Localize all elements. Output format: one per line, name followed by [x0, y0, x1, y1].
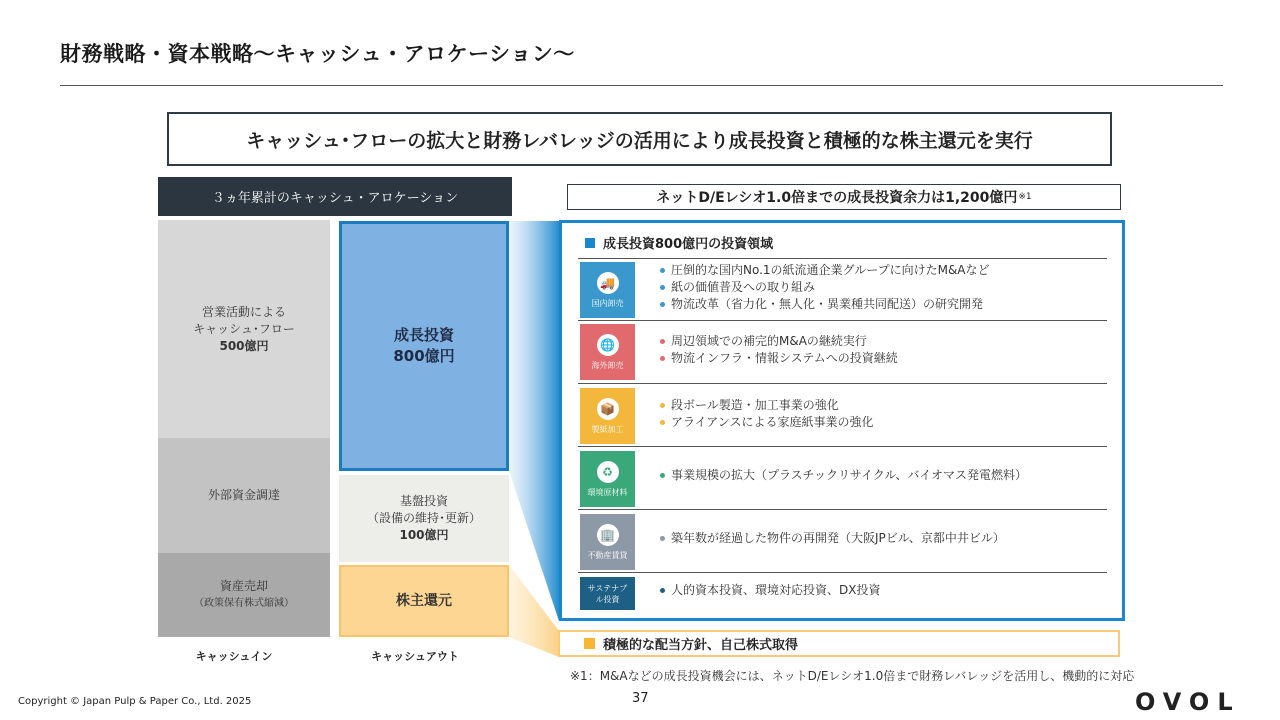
connector-graphics [509, 220, 561, 660]
list-item: 事業規模の拡大（プラスチックリサイクル、バイオマス発電燃料） [660, 467, 1027, 484]
growth-investment-label: 成長投資 [393, 326, 454, 344]
headline-text: キャッシュ･フローの拡大と財務レバレッジの活用により成長投資と積極的な株主還元を実行 [246, 129, 1033, 152]
operating-cf-line-1: 営業活動による [201, 304, 286, 319]
shareholder-return-text: 積極的な配当方針、自己株式取得 [603, 638, 799, 653]
asset-sales-sub: （政策保有株式縮減） [194, 598, 294, 609]
shareholder-return-label: 株主還元 [396, 592, 452, 609]
external-financing-label: 外部資金調達 [207, 488, 280, 502]
footnote: ※1：M&Aなどの成長投資機会には、ネットD/Eレシオ1.0倍まで財務レバレッジを活用し、機動的に対応 [570, 669, 1135, 683]
list-item: 築年数が経過した物件の再開発（大阪JPビル、京都中井ビル） [660, 530, 1005, 547]
list-item: 人的資本投資、環境対応投資、DX投資 [660, 582, 880, 599]
row-divider [578, 383, 1107, 384]
list-item: 圧倒的な国内No.1の紙流通企業グループに向けたM&Aなど [660, 262, 990, 279]
capacity-text: ネットD/Eレシオ1.0倍までの成長投資余力は1,200億円 [656, 190, 1018, 206]
truck-icon: 🚚 [597, 272, 619, 294]
globe-icon: 🌐 [597, 334, 619, 356]
real-estate-bullets [660, 530, 1005, 547]
overseas-wholesale-tile [580, 324, 635, 380]
growth-connector [509, 221, 559, 621]
domestic-wholesale-label: 国内卸売 [591, 298, 624, 308]
domestic-wholesale-bullets [660, 262, 990, 313]
base-investment-label: 基盤投資 [399, 494, 448, 508]
cash-in-operating-cf [158, 220, 330, 438]
list-item: 段ボール製造・加工事業の強化 [660, 397, 873, 414]
capacity-box [567, 184, 1121, 210]
copyright: Copyright © Japan Pulp & Paper Co., Ltd. 2025 [18, 696, 252, 707]
growth-areas-heading-text: 成長投資800億円の投資領域 [603, 237, 774, 252]
base-investment-amount: 100億円 [399, 528, 449, 542]
sustainable-investment-bullets [660, 582, 880, 599]
title-divider [60, 85, 1223, 86]
row-divider [578, 446, 1107, 447]
square-bullet-icon [585, 238, 595, 248]
list-item: 周辺領域での補完的M&Aの継続実行 [660, 333, 898, 350]
page-title: 財務戦略・資本戦略〜キャッシュ・アロケーション〜 [60, 42, 575, 66]
growth-areas-heading [585, 233, 773, 252]
overseas-wholesale-bullets [660, 333, 898, 367]
row-divider [578, 258, 1107, 259]
paper-processing-label: 製紙加工 [591, 424, 624, 434]
environmental-materials-label: 環境原材料 [587, 487, 628, 497]
company-logo: OVOL [1135, 688, 1241, 716]
cash-out-shareholder-return [339, 565, 509, 637]
list-item: 物流インフラ・情報システムへの投資継続 [660, 350, 898, 367]
growth-investment-amount: 800億円 [393, 347, 455, 365]
row-divider [578, 320, 1107, 321]
overseas-wholesale-label: 海外卸売 [591, 360, 624, 370]
sustainable-investment-label: サステナブル投資 [587, 583, 628, 604]
building-icon: 🏢 [597, 524, 619, 546]
base-investment-sub: （設備の維持･更新） [366, 511, 481, 525]
paper-processing-bullets [660, 397, 873, 431]
paper-processing-tile [580, 388, 635, 444]
sustainable-investment-tile [580, 577, 635, 610]
asset-sales-label: 資産売却 [219, 579, 268, 593]
list-item: 物流改革（省力化・無人化・異業種共同配送）の研究開発 [660, 296, 990, 313]
page-number: 37 [632, 691, 649, 706]
cash-out-base-investment [339, 475, 509, 562]
cash-in-column-label: キャッシュイン [195, 650, 273, 663]
list-item: 紙の価値普及への取り組み [660, 279, 990, 296]
square-bullet-icon [584, 638, 595, 649]
cash-in-external-financing [158, 438, 330, 553]
recycle-icon: ♻ [597, 461, 619, 483]
headline-box [167, 112, 1112, 166]
operating-cf-amount: 500億円 [219, 338, 269, 353]
environmental-materials-tile [580, 451, 635, 507]
box-icon: 📦 [597, 398, 619, 420]
row-divider [578, 509, 1107, 510]
real-estate-label: 不動産賃貸 [587, 550, 628, 560]
cash-out-growth-investment [339, 221, 509, 471]
capacity-note-mark: ※1 [1018, 192, 1032, 202]
environmental-materials-bullets [660, 467, 1027, 484]
list-item: アライアンスによる家庭紙事業の強化 [660, 414, 873, 431]
allocation-label: ３ヵ年累計のキャッシュ・アロケーション [158, 177, 512, 216]
shareholder-return-box [558, 630, 1120, 657]
domestic-wholesale-tile [580, 262, 635, 318]
row-divider [578, 572, 1107, 573]
cash-in-asset-sales [158, 553, 330, 637]
operating-cf-line-2: キャッシュ･フロー [193, 321, 295, 336]
real-estate-tile [580, 514, 635, 570]
cash-out-column-label: キャッシュアウト [371, 650, 459, 663]
